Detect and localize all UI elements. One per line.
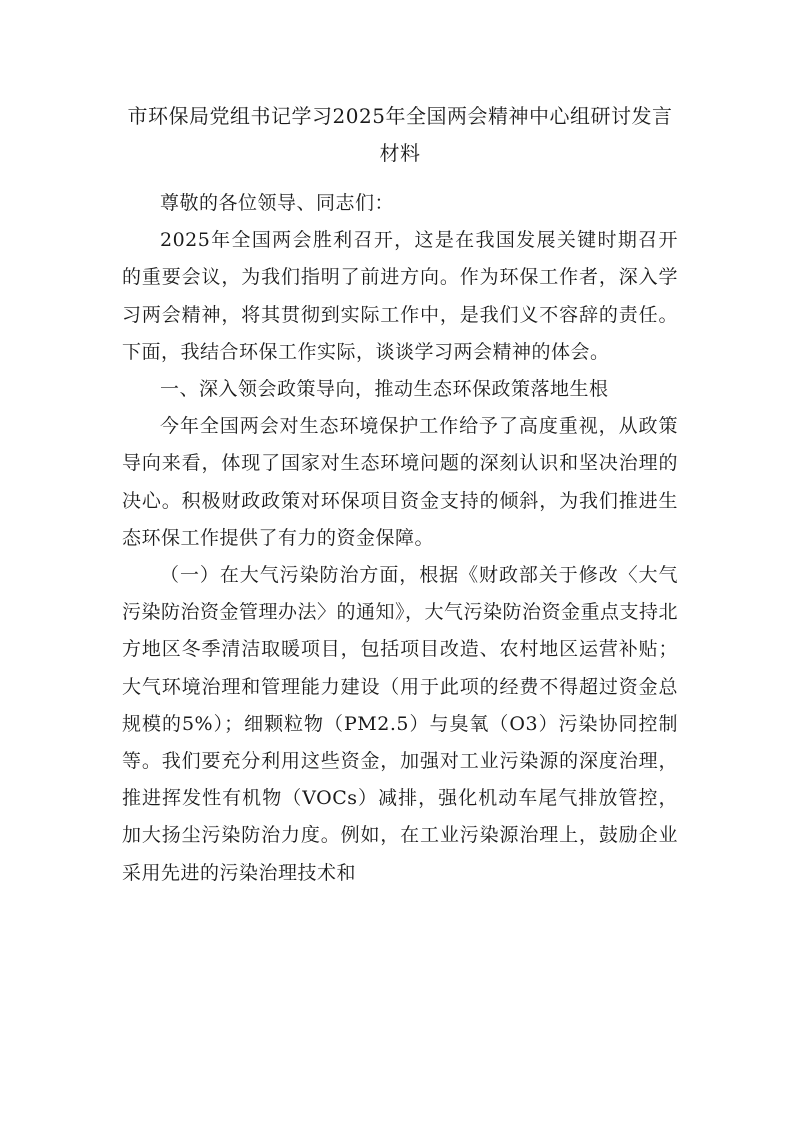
section-heading: 一、深入领会政策导向，推动生态环保政策落地生根 [160, 378, 609, 401]
air-pollution-paragraph: （一）在大气污染防治方面，根据《财政部关于修改〈大气污染防治资金管理办法〉的通知》，大气污染防治资金重点支持北方地区冬季清洁取暖项目，包括项目改造、农村地区运营补贴；大气环境治理和管理能力建设（用于此项的经费不得超过资金总规模的5%）；细颗粒物（PM2.5）与臭氧（O3）污染协同控制等。我们要充分利用这些资金，加强对工业污染源的深度治理，推进挥发性有机物（VOCs）减排，强化机动车尾气排放管控，加大扬尘污染防治力度。例如，在工业污染源治理上，鼓励企业采用先进的污染治理技术和 [122, 564, 679, 884]
policy-paragraph: 今年全国两会对生态环境保护工作给予了高度重视，从政策导向来看，体现了国家对生态环境问题的深刻认识和坚决治理的决心。积极财政政策对环保项目资金支持的倾斜，为我们推进生态环保工作提供了有力的资金保障。 [122, 415, 678, 549]
salutation-paragraph: 尊敬的各位领导、同志们： [160, 192, 395, 214]
intro-paragraph: 2025年全国两会胜利召开，这是在我国发展关键时期召开的重要会议，为我们指明了前进方向。作为环保工作者，深入学习两会精神，将其贯彻到实际工作中，是我们义不容辞的责任。下面，我结合环保工作实际，谈谈学习两会精神的体会。 [122, 229, 678, 363]
document-title: 市环保局党组书记学习2025年全国两会精神中心组研讨发言材料 [127, 104, 673, 165]
document-body [122, 185, 678, 892]
